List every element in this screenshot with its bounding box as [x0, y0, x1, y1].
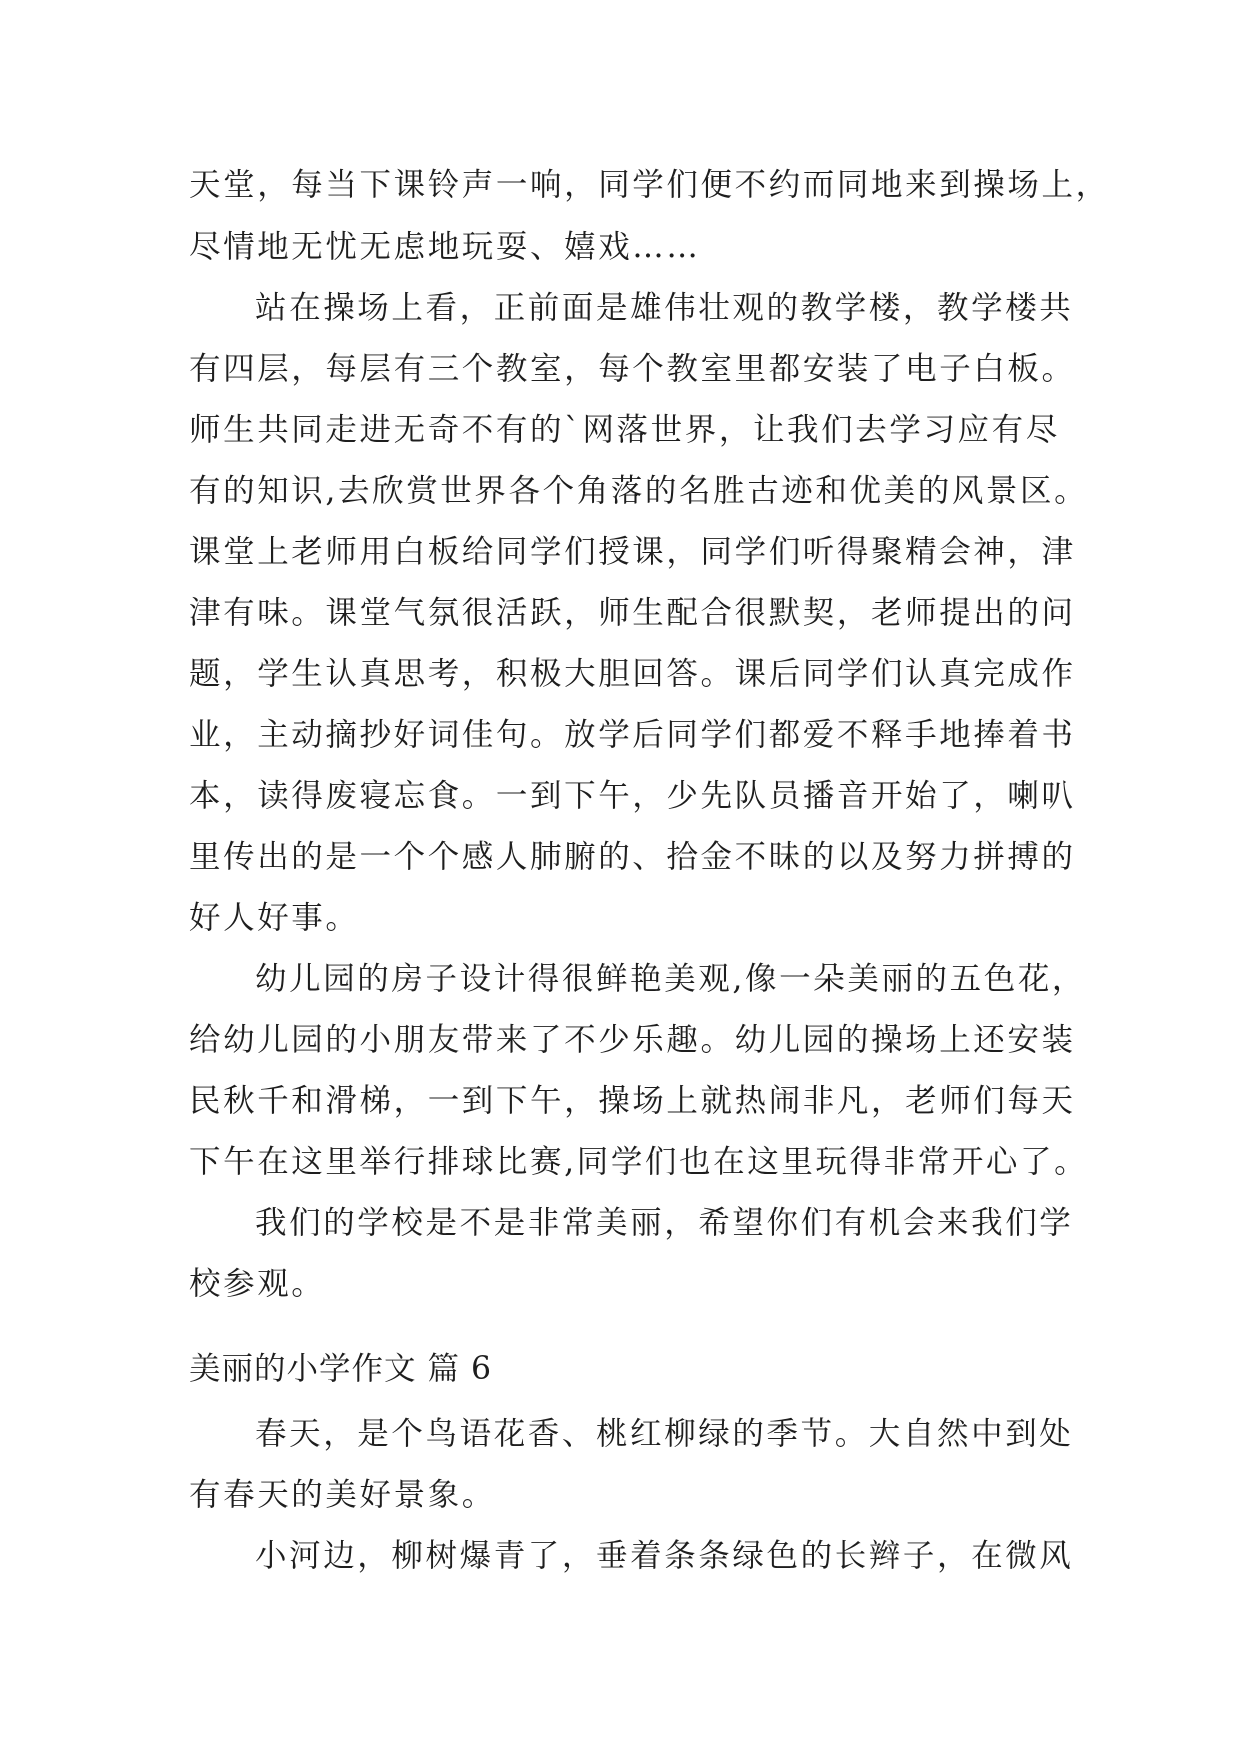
paragraph-start-line: 站在操场上看，正前面是雄伟壮观的教学楼，教学楼共	[255, 290, 1074, 326]
text-line: 师生共同走进无奇不有的`网落世界，让我们去学习应有尽	[189, 412, 1060, 448]
text-line: 有的知识,去欣赏世界各个角落的名胜古迹和优美的风景区。	[189, 473, 1089, 509]
text-line: 校参观。	[189, 1266, 326, 1302]
paragraph-start-line: 小河边，柳树爆青了，垂着条条绿色的长辫子，在微风	[255, 1538, 1074, 1574]
section-heading: 美丽的小学作文 篇 6	[189, 1351, 493, 1387]
text-line: 津有味。课堂气氛很活跃，师生配合很默契，老师提出的问	[189, 595, 1076, 631]
text-line: 天堂，每当下课铃声一响，同学们便不约而同地来到操场上，	[189, 167, 1110, 203]
paragraph-start-line: 我们的学校是不是非常美丽，希望你们有机会来我们学	[255, 1205, 1074, 1241]
text-line: 有春天的美好景象。	[189, 1477, 496, 1513]
paragraph-start-line: 幼儿园的房子设计得很鲜艳美观,像一朵美丽的五色花，	[255, 961, 1087, 997]
text-line: 民秋千和滑梯，一到下午，操场上就热闹非凡，老师们每天	[189, 1083, 1076, 1119]
text-line: 下午在这里举行排球比赛,同学们也在这里玩得非常开心了。	[189, 1144, 1089, 1180]
paragraph-start-line: 春天，是个鸟语花香、桃红柳绿的季节。大自然中到处	[255, 1416, 1074, 1452]
text-line: 里传出的是一个个感人肺腑的、拾金不昧的以及努力拼搏的	[189, 839, 1076, 875]
text-line: 好人好事。	[189, 900, 360, 936]
text-line: 给幼儿园的小朋友带来了不少乐趣。幼儿园的操场上还安装	[189, 1022, 1076, 1058]
text-line: 课堂上老师用白板给同学们授课，同学们听得聚精会神，津	[189, 534, 1076, 570]
text-line: 尽情地无忧无虑地玩耍、嬉戏……	[189, 229, 701, 265]
text-line: 有四层，每层有三个教室，每个教室里都安装了电子白板。	[189, 351, 1076, 387]
text-line: 题，学生认真思考，积极大胆回答。课后同学们认真完成作	[189, 656, 1076, 692]
text-line: 本，读得废寝忘食。一到下午，少先队员播音开始了，喇叭	[189, 778, 1076, 814]
text-line: 业，主动摘抄好词佳句。放学后同学们都爱不释手地捧着书	[189, 717, 1076, 753]
